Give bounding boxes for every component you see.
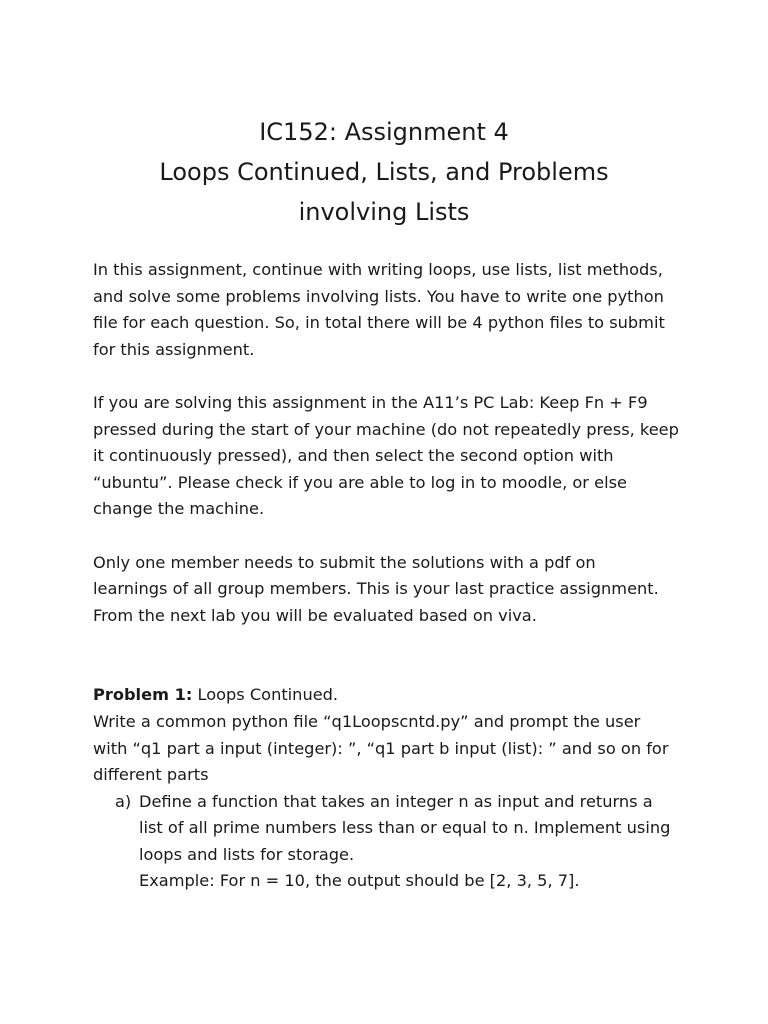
text-line: change the machine. (93, 499, 265, 519)
text-line: it continuously pressed), and then select the second option with (93, 446, 614, 466)
text-line: If you are solving this assignment in the A11’s PC Lab: Keep Fn + F9 (93, 392, 648, 412)
intro-paragraph (93, 257, 683, 363)
text-line: “ubuntu”. Please check if you are able to log in to moodle, or else (93, 472, 627, 492)
lab-instructions-paragraph (93, 390, 683, 523)
text-line: From the next lab you will be evaluated based on viva. (93, 605, 537, 625)
problem-1-name: Loops Continued. (192, 685, 339, 705)
title-line-2: Loops Continued, Lists, and Problems (159, 158, 609, 186)
text-line: learnings of all group members. This is your last practice assignment. (93, 579, 659, 599)
problem-1-description (93, 709, 683, 789)
text-line: file for each question. So, in total there will be 4 python files to submit (93, 313, 665, 333)
problem-1-section (93, 682, 683, 895)
text-line: list of all prime numbers less than or equal to n. Implement using (139, 818, 671, 838)
problem-1-label: Problem 1: (93, 685, 193, 705)
list-marker: a) (115, 791, 132, 811)
title-line-1: IC152: Assignment 4 (259, 118, 509, 146)
submission-paragraph (93, 550, 683, 630)
text-line: with “q1 part a input (integer): ”, “q1 part b input (list): ” and so on for (93, 738, 669, 758)
text-line: for this assignment. (93, 339, 255, 359)
document-title (0, 112, 768, 232)
document-body (93, 257, 683, 895)
text-line: Define a function that takes an integer n as input and returns a (139, 791, 653, 811)
text-line: Write a common python file “q1Loopscntd.py” and prompt the user (93, 711, 641, 731)
title-line-3: involving Lists (298, 198, 470, 226)
text-line: Example: For n = 10, the output should be [2, 3, 5, 7]. (139, 871, 580, 891)
text-line: different parts (93, 765, 209, 785)
text-line: loops and lists for storage. (139, 844, 355, 864)
text-line: Only one member needs to submit the solutions with a pdf on (93, 552, 596, 572)
text-line: In this assignment, continue with writing loops, use lists, list methods, (93, 260, 663, 279)
problem-1-part-a (93, 789, 683, 895)
problem-1-heading (93, 682, 683, 709)
text-line: and solve some problems involving lists. You have to write one python (93, 286, 664, 306)
text-line: pressed during the start of your machine (do not repeatedly press, keep (93, 419, 679, 439)
